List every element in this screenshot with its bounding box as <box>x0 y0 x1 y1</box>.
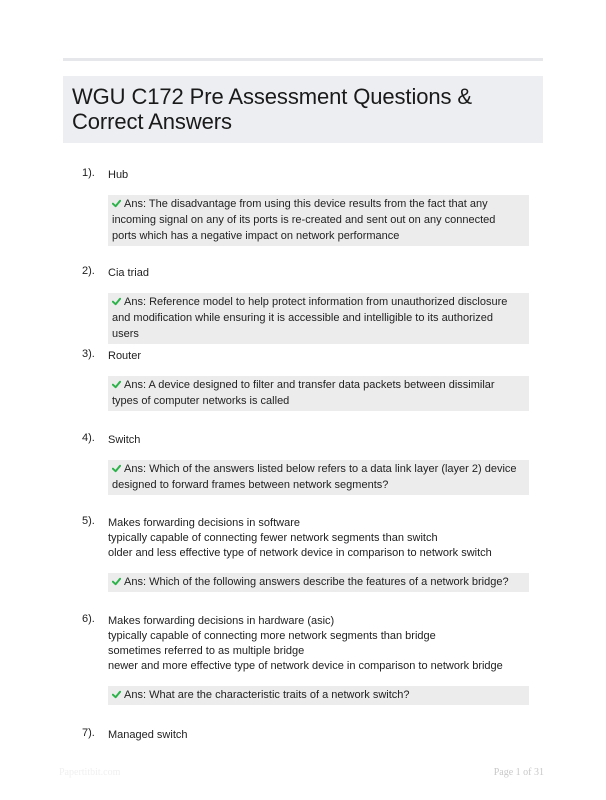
question-text: typically capable of connecting more network segments than bridge <box>108 630 436 642</box>
page-number: Page 1 of 31 <box>493 767 544 778</box>
question-text: Router <box>108 350 142 362</box>
question-text: typically capable of connecting fewer network segments than switch <box>108 532 438 544</box>
watermark-text: Papertitbit.com <box>59 767 121 778</box>
checkmark-icon <box>112 464 121 473</box>
question-text: Makes forwarding decisions in hardware (asic) <box>108 615 335 627</box>
checkmark-icon <box>112 199 121 208</box>
question-number: 7). <box>82 727 95 739</box>
question-item <box>82 433 542 495</box>
question-item <box>82 266 542 344</box>
answer-box <box>108 686 529 705</box>
answer-text: Ans: Which of the answers listed below refers to a data link layer (layer 2) device designed to forward frames between network segments? <box>112 463 517 491</box>
question-number: 3). <box>82 348 95 360</box>
answer-box <box>108 376 529 411</box>
top-divider <box>63 58 543 61</box>
question-item <box>82 349 542 411</box>
answer-box <box>108 460 529 495</box>
question-number: 6). <box>82 613 95 625</box>
question-number: 5). <box>82 515 95 527</box>
question-text: newer and more effective type of network device in comparison to network bridge <box>108 660 503 672</box>
question-text: Managed switch <box>108 729 188 741</box>
question-text: Cia triad <box>108 267 149 279</box>
checkmark-icon <box>112 690 121 699</box>
question-item <box>82 728 542 743</box>
checkmark-icon <box>112 297 121 306</box>
question-number: 4). <box>82 432 95 444</box>
answer-text: Ans: Reference model to help protect information from unauthorized disclosure and modification while ensuring it is accessible and intelligible to its authorized users <box>112 296 508 340</box>
question-text: Switch <box>108 434 141 446</box>
checkmark-icon <box>112 577 121 586</box>
answer-box <box>108 195 529 246</box>
answer-box <box>108 573 529 592</box>
question-text: older and less effective type of network device in comparison to network switch <box>108 547 492 559</box>
title-banner <box>63 76 543 143</box>
checkmark-icon <box>112 380 121 389</box>
question-number: 2). <box>82 265 95 277</box>
question-item <box>82 168 542 246</box>
answer-text: Ans: A device designed to filter and transfer data packets between dissimilar types of computer networks is called <box>112 379 495 407</box>
question-text: sometimes referred to as multiple bridge <box>108 645 305 657</box>
answer-text: Ans: Which of the following answers describe the features of a network bridge? <box>124 576 509 588</box>
question-item <box>82 516 542 592</box>
answer-text: Ans: The disadvantage from using this device results from the fact that any incoming signal on any of its ports is re-created and sent out on any connected ports which has a negative impact on network performance <box>112 198 496 242</box>
question-text: Hub <box>108 169 129 181</box>
answer-box <box>108 293 529 344</box>
question-item <box>82 614 542 705</box>
question-text: Makes forwarding decisions in software <box>108 517 300 529</box>
question-number: 1). <box>82 167 95 179</box>
answer-text: Ans: What are the characteristic traits of a network switch? <box>124 689 410 701</box>
page-title: WGU C172 Pre Assessment Questions & Correct Answers <box>72 84 472 134</box>
